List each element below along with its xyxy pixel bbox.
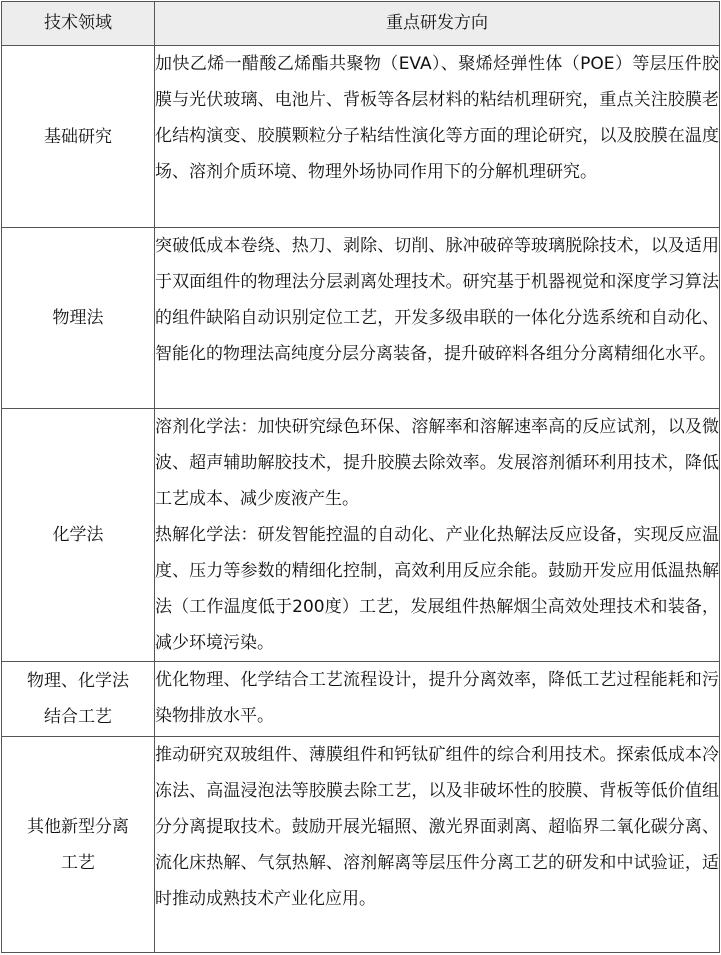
table-row [2, 46, 720, 228]
field-cell [2, 409, 155, 662]
field-cell [2, 46, 155, 228]
field-label: 化学法 [52, 525, 104, 545]
field-label: 工艺 [61, 852, 95, 873]
direction-cell [155, 662, 720, 737]
field-cell [2, 228, 155, 409]
field-label: 基础研究 [44, 126, 112, 147]
field-label: 物理法 [52, 308, 104, 328]
direction-cell [155, 228, 720, 409]
table-row [2, 737, 720, 953]
direction-cell [155, 46, 720, 228]
table-row [2, 409, 720, 662]
table-row [2, 228, 720, 409]
header-field: 技术领域 [2, 2, 155, 46]
direction-text: 推动研究双玻组件、薄膜组件和钙钛矿组件的综合利用技术。探索低成本冷冻法、高温浸泡法等胶膜去除工艺，以及非破坏性的胶膜、背板等低价值组分分离提取技术。鼓励开展光辐照、激光界面剥离、超临界二氧化碳分离、流化床热解、气氛热解、溶剂解离等层压件分离工艺的研发和中试验证，适时推动成熟技术产业化应用。 [155, 745, 719, 909]
table-row [2, 662, 720, 737]
direction-cell [155, 409, 720, 662]
direction-text: 加快乙烯一醋酸乙烯酯共聚物（EVA）、聚烯烃弹性体（POE）等层压件胶膜与光伏玻璃、电池片、背板等各层材料的粘结机理研究，重点关注胶膜老化结构演变、胶膜颗粒分子粘结性演化等方面的理论研究，以及胶膜在温度场、溶剂介质环境、物理外场协同作用下的分解机理研究。 [155, 54, 719, 182]
tech-direction-table [1, 1, 720, 953]
direction-text: 优化物理、化学结合工艺流程设计，提升分离效率，降低工艺过程能耗和污染物排放水平。 [155, 670, 719, 726]
field-cell [2, 662, 155, 737]
direction-text: 突破低成本卷绕、热刀、剥除、切削、脉冲破碎等玻璃脱除技术，以及适用于双面组件的物理法分层剥离处理技术。研究基于机器视觉和深度学习算法的组件缺陷自动识别定位工艺，开发多级串联的一体化分选系统和自动化、智能化的物理法高纯度分层分离装备，提升破碎料各组分分离精细化水平。 [155, 236, 719, 364]
direction-text: 热解化学法：研发智能控温的自动化、产业化热解法反应设备，实现反应温度、压力等参数的精细化控制，高效利用反应余能。鼓励开发应用低温热解法（工作温度低于200度）工艺，发展组件热解烟尘高效处理技术和装备，减少环境污染。 [155, 525, 719, 653]
field-label: 物理、化学法 [27, 671, 129, 691]
field-cell [2, 737, 155, 953]
header-direction: 重点研发方向 [155, 2, 720, 46]
field-label: 其他新型分离 [27, 816, 129, 837]
direction-text: 溶剂化学法：加快研究绿色环保、溶解率和溶解速率高的反应试剂，以及微波、超声辅助解胶技术，提升胶膜去除效率。发展溶剂循环利用技术，降低工艺成本、减少废液产生。 [155, 417, 719, 509]
direction-cell [155, 737, 720, 953]
field-label: 结合工艺 [44, 707, 112, 727]
header-row [2, 2, 720, 46]
